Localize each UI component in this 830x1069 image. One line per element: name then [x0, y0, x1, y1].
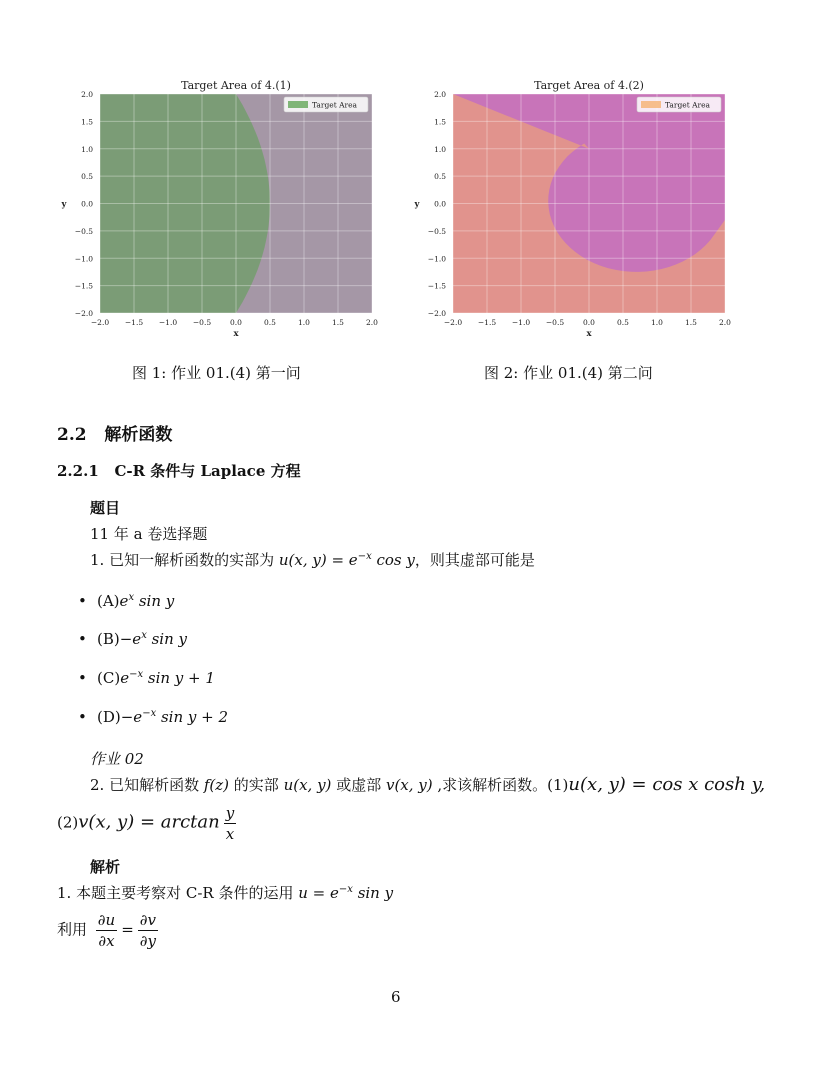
- option-pre: e: [120, 669, 130, 687]
- x-tick-label: 1.0: [298, 318, 310, 327]
- option-pre: −e: [120, 708, 143, 726]
- x-axis-label: x: [233, 329, 239, 339]
- q2-part2-label: (2): [57, 813, 79, 832]
- subsection-title: C-R 条件与 Laplace 方程: [114, 462, 301, 480]
- sol-line2-label: 利用: [57, 920, 92, 939]
- y-tick-label: 0.5: [81, 172, 93, 182]
- option-post: sin y + 1: [143, 669, 215, 687]
- x-tick-label: 0.0: [583, 318, 595, 327]
- q1-math: u(x, y) = e: [278, 551, 358, 569]
- subsection-heading: [57, 460, 301, 481]
- option-b: [97, 630, 187, 648]
- y-axis-label: y: [414, 199, 420, 210]
- y-tick-label: 1.0: [81, 144, 93, 154]
- chart-2: [408, 75, 738, 345]
- sol-frac1-den: ∂x: [98, 932, 115, 950]
- y-tick-label: −1.0: [427, 254, 446, 264]
- option-exp: x: [128, 592, 135, 603]
- legend-label: Target Area: [665, 100, 711, 110]
- q2-v: v(x, y): [385, 776, 433, 794]
- sol-fraction-1: [96, 910, 117, 951]
- option-exp: x: [141, 630, 147, 641]
- y-tick-label: 2.0: [434, 90, 446, 99]
- homework-label: 作业 02: [90, 750, 144, 768]
- option-label: (C): [97, 669, 121, 687]
- question-1: [90, 549, 535, 570]
- section-number: 2.2: [57, 425, 87, 445]
- subsection-number: 2.2.1: [57, 462, 99, 480]
- figure-1: [55, 75, 385, 349]
- q1-math-tail: cos y: [371, 551, 415, 569]
- q1-prefix: 1. 已知一解析函数的实部为: [90, 551, 279, 569]
- y-tick-label: −1.5: [74, 281, 93, 291]
- q2-frac-num: y: [225, 804, 235, 822]
- y-tick-label: 0.0: [434, 199, 446, 209]
- option-pre: −e: [119, 630, 142, 648]
- problem-line1: 11 年 a 卷选择题: [90, 525, 208, 543]
- x-tick-label: 1.5: [332, 318, 344, 327]
- x-tick-label: 0.5: [264, 318, 276, 327]
- x-tick-label: 2.0: [719, 318, 731, 327]
- x-axis-label: x: [586, 329, 592, 339]
- sol-frac2-num: ∂v: [139, 911, 157, 929]
- legend-label: Target Area: [312, 100, 358, 110]
- option-label: (D): [97, 708, 121, 726]
- option-exp: −x: [129, 669, 144, 680]
- q1-exp: −x: [357, 551, 372, 562]
- sol-line1-exp: −x: [338, 884, 353, 895]
- q1-suffix: ，则其虚部可能是: [414, 551, 535, 569]
- y-tick-label: −1.5: [427, 281, 446, 291]
- x-tick-label: 2.0: [366, 318, 378, 327]
- option-pre: e: [119, 592, 129, 610]
- q2-frac-den: x: [225, 825, 235, 843]
- x-tick-label: −1.0: [511, 318, 531, 327]
- chart-1: [55, 75, 385, 345]
- x-tick-label: 1.0: [651, 318, 663, 327]
- section-heading: [57, 420, 172, 445]
- x-tick-label: −1.5: [124, 318, 144, 327]
- q2-text-a: 2. 已知解析函数: [90, 776, 204, 794]
- question-2-part2: [57, 803, 240, 844]
- q2-text-b: 的实部: [229, 776, 284, 794]
- x-tick-label: −0.5: [545, 318, 565, 327]
- x-tick-label: −2.0: [90, 318, 110, 327]
- section-title: 解析函数: [104, 425, 173, 445]
- q2-text-d: ,求该解析函数。(1): [432, 776, 569, 794]
- y-axis-label: y: [61, 199, 67, 210]
- q2-fz: f(z): [203, 776, 230, 794]
- q2-text-c: 或虚部: [331, 776, 386, 794]
- x-tick-label: −1.5: [477, 318, 497, 327]
- sol-frac2-den: ∂y: [139, 932, 157, 950]
- legend-swatch: [288, 101, 308, 108]
- y-tick-label: 1.5: [434, 117, 446, 127]
- sol-frac1-num: ∂u: [97, 911, 116, 929]
- chart-title: Target Area of 4.(2): [534, 79, 644, 92]
- q2-u: u(x, y): [283, 776, 332, 794]
- x-tick-label: −2.0: [443, 318, 463, 327]
- solution-line2: [57, 910, 162, 951]
- q2-part1: u(x, y) = cos x cosh y,: [568, 774, 766, 795]
- x-tick-label: −0.5: [192, 318, 212, 327]
- y-tick-label: −0.5: [74, 226, 93, 236]
- q2-part2: v(x, y) = arctan: [78, 811, 220, 833]
- y-tick-label: 0.5: [434, 172, 446, 182]
- y-tick-label: 1.0: [434, 144, 446, 154]
- option-post: sin y + 2: [156, 708, 229, 726]
- legend-swatch: [641, 101, 661, 108]
- question-2: [90, 774, 765, 795]
- x-tick-label: −1.0: [158, 318, 178, 327]
- solution-line1: [57, 882, 393, 903]
- x-tick-label: 0.5: [617, 318, 629, 327]
- y-tick-label: −0.5: [427, 226, 446, 236]
- figure-1-caption: 图 1: 作业 01.(4) 第一问: [132, 364, 301, 382]
- figure-2: [408, 75, 738, 349]
- sol-fraction-2: [138, 910, 158, 951]
- y-tick-label: −1.0: [74, 254, 93, 264]
- option-a: [97, 592, 174, 610]
- x-tick-label: 0.0: [230, 318, 242, 327]
- sol-line1-text: 1. 本题主要考察对 C-R 条件的运用: [57, 884, 299, 902]
- option-label: (B): [97, 630, 120, 648]
- y-tick-label: −2.0: [427, 309, 446, 318]
- sol-line1-tail: sin y: [352, 884, 394, 902]
- option-label: (A): [97, 592, 120, 610]
- x-tick-label: 1.5: [685, 318, 697, 327]
- chart-title: Target Area of 4.(1): [181, 79, 291, 92]
- figure-2-caption: 图 2: 作业 01.(4) 第二问: [484, 364, 653, 382]
- option-post: sin y: [146, 630, 187, 648]
- option-post: sin y: [134, 592, 175, 610]
- option-d: [97, 708, 228, 726]
- solution-heading: 解析: [90, 858, 121, 876]
- y-tick-label: 2.0: [81, 90, 93, 99]
- sol-eq: =: [121, 920, 134, 939]
- option-exp: −x: [142, 708, 157, 719]
- y-tick-label: 0.0: [81, 199, 93, 209]
- q2-fraction: [224, 803, 236, 844]
- option-c: [97, 669, 215, 687]
- problem-heading: 题目: [90, 499, 121, 517]
- page-number: 6: [391, 988, 401, 1006]
- sol-line1-math: u = e: [298, 884, 339, 902]
- y-tick-label: −2.0: [74, 309, 93, 318]
- y-tick-label: 1.5: [81, 117, 93, 127]
